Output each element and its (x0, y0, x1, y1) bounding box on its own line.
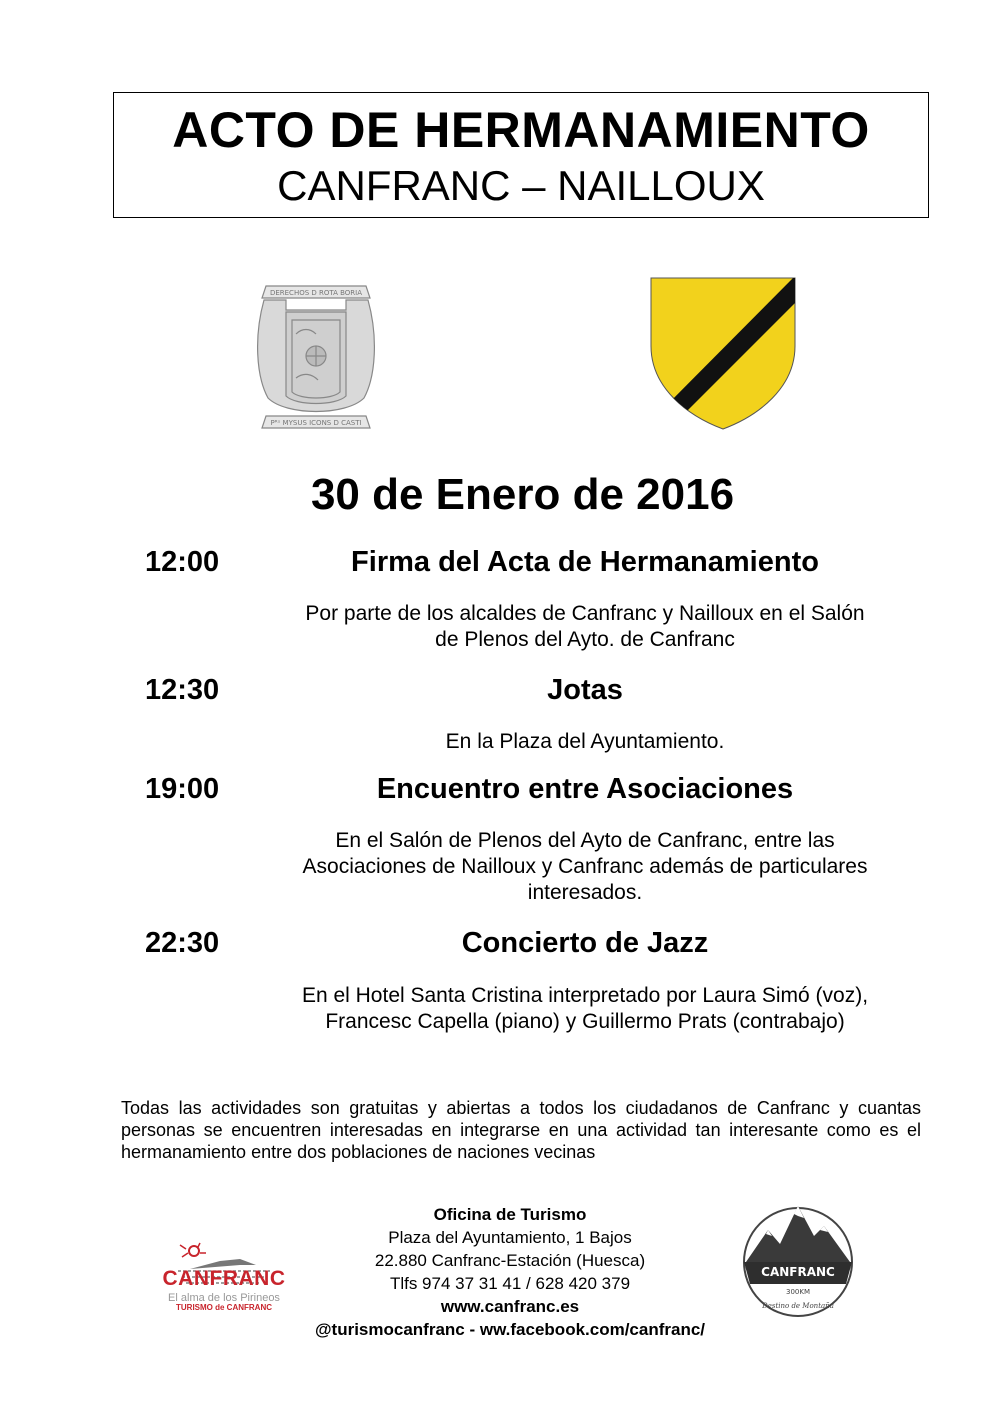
event-time: 12:00 (145, 546, 220, 578)
notice-paragraph: Todas las actividades son gratuitas y abiertas a todos los ciudadanos de Canfranc y cuantas personas se encuentren interesadas en integrarse en una actividad tan interesante como es el hermanamiento entre dos poblaciones de naciones vecinas (121, 1098, 921, 1162)
logo-name: CANFRANC (162, 1267, 286, 1290)
event-title: Firma del Acta de Hermanamiento (351, 546, 819, 578)
canfranc-mountain-badge-icon (738, 1200, 858, 1320)
office-name: Oficina de Turismo (433, 1205, 587, 1224)
website-link[interactable]: www.canfranc.es (440, 1297, 580, 1316)
event-time: 19:00 (145, 773, 220, 805)
logo-sub: TURISMO de CANFRANC (176, 1303, 272, 1312)
event-description: En el Salón de Plenos del Ayto de Canfranc, entre las Asociaciones de Nailloux y Canfranc además de particulares interesados. (302, 829, 868, 904)
social-links[interactable]: @turismocanfranc - ww.facebook.com/canfranc/ (314, 1320, 706, 1339)
event-title: Jotas (547, 674, 623, 706)
address-line: Plaza del Ayuntamiento, 1 Bajos (388, 1228, 632, 1247)
event-description: En el Hotel Santa Cristina interpretado por Laura Simó (voz), Francesc Capella (piano) y Guillermo Prats (contrabajo) (301, 984, 869, 1033)
svg-text:DERECHOS D ROTA BORIA: DERECHOS D ROTA BORIA (269, 289, 363, 297)
contact-block (290, 1203, 730, 1341)
svg-text:Destino de Montaña: Destino de Montaña (762, 1302, 834, 1310)
page-title: ACTO DE HERMANAMIENTO (172, 102, 870, 158)
event-title: Concierto de Jazz (461, 927, 709, 959)
address-line: 22.880 Canfranc-Estación (Huesca) (374, 1251, 646, 1270)
event-time: 22:30 (145, 927, 220, 959)
nailloux-coat-of-arms-icon (648, 276, 798, 431)
page-subtitle: CANFRANC – NAILLOUX (277, 162, 765, 209)
canfranc-coat-of-arms-icon (246, 276, 386, 436)
event-date: 30 de Enero de 2016 (310, 470, 735, 519)
event-title: Encuentro entre Asociaciones (376, 773, 794, 805)
event-time: 12:30 (145, 674, 220, 706)
event-description: Por parte de los alcaldes de Canfranc y Nailloux en el Salón de Plenos del Ayto. de Canfranc (305, 602, 865, 651)
phone-line: Tlfs 974 37 31 41 / 628 420 379 (389, 1274, 631, 1293)
title-box (113, 92, 929, 218)
svg-text:300KM: 300KM (786, 1288, 810, 1296)
svg-text:CANFRANC: CANFRANC (761, 1265, 835, 1279)
event-description: En la Plaza del Ayuntamiento. (445, 730, 725, 753)
svg-text:Pᴿˢ MYSUS ICONS D CASTI: Pᴿˢ MYSUS ICONS D CASTI (270, 419, 362, 427)
logo-tagline: El alma de los Pirineos (168, 1292, 280, 1304)
